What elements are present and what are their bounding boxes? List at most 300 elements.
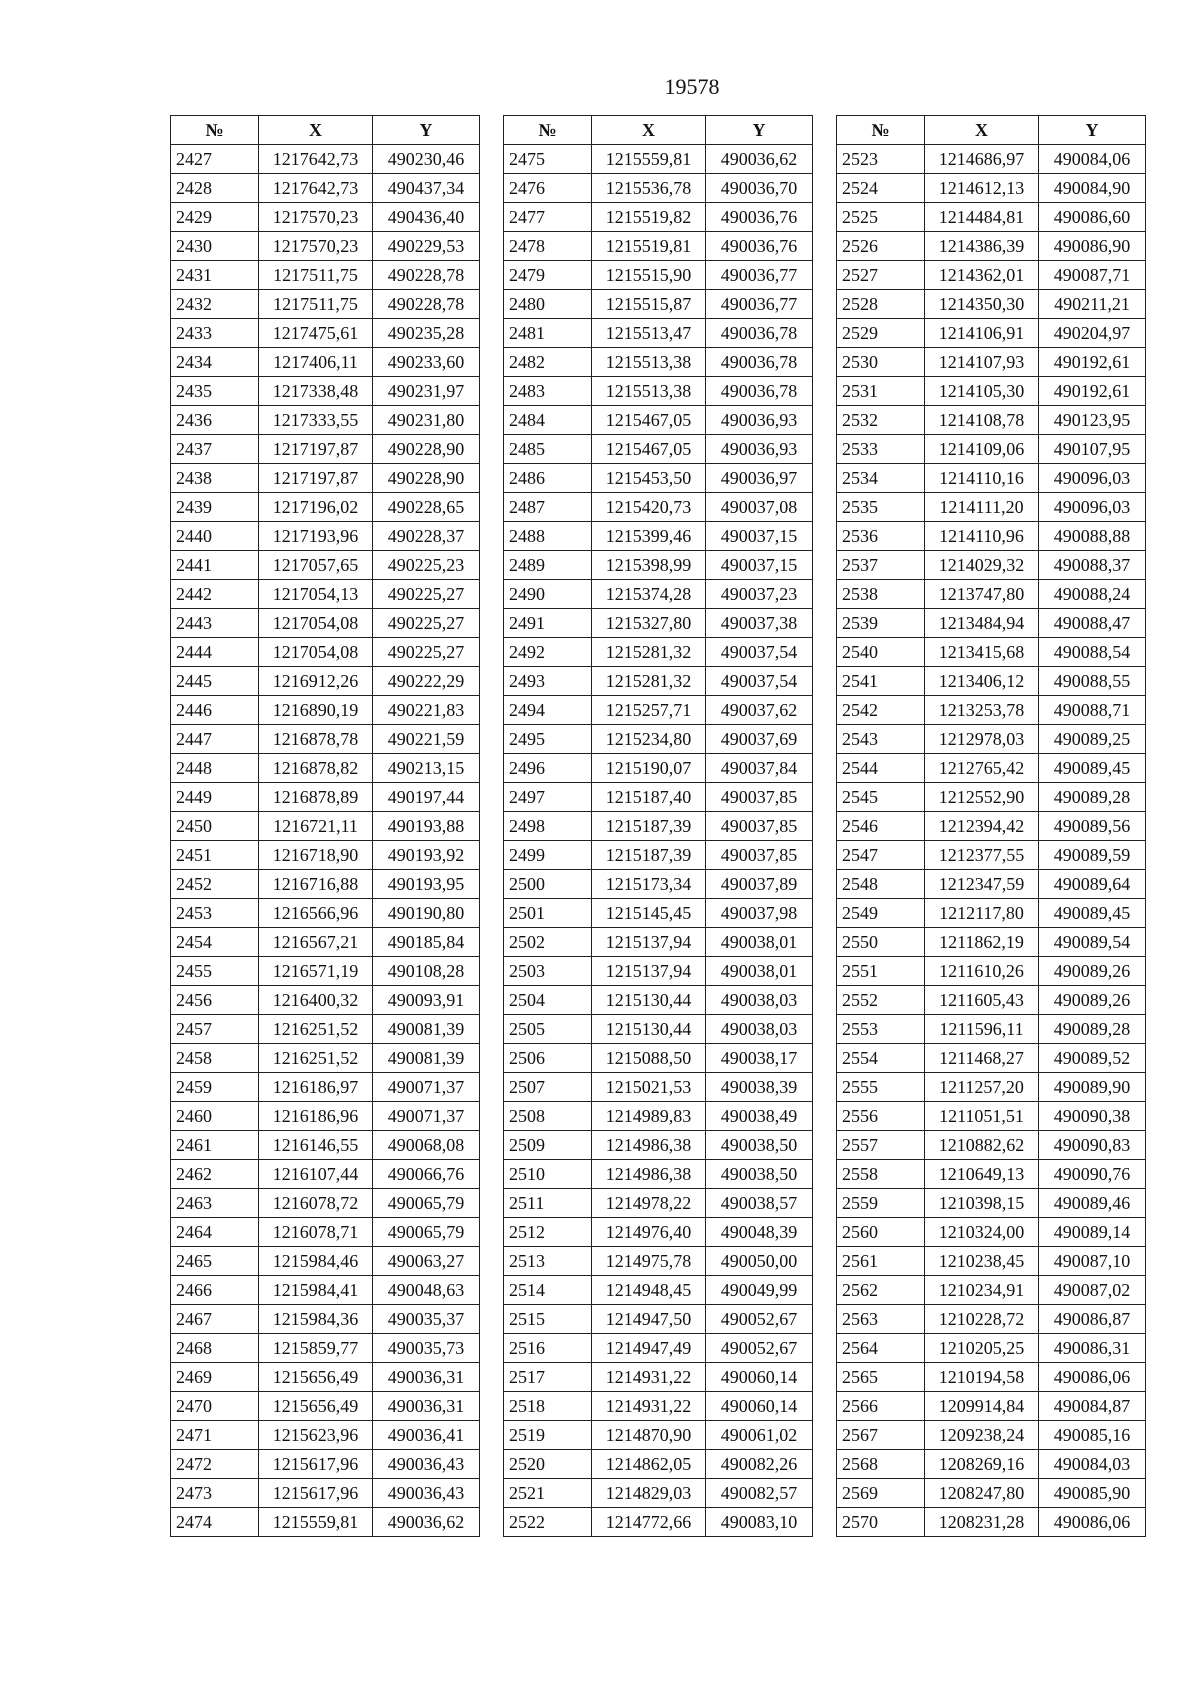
table-row [504,580,813,609]
table-row [504,986,813,1015]
x-coordinate-cell: 1210398,15 [925,1189,1039,1218]
table-row [171,435,480,464]
y-coordinate-cell: 490225,23 [373,551,480,580]
x-coordinate-cell: 1217642,73 [259,174,373,203]
x-coordinate-cell: 1214484,81 [925,203,1039,232]
y-coordinate-cell: 490192,61 [1039,377,1146,406]
header-number: № [171,116,259,145]
x-coordinate-cell: 1215234,80 [592,725,706,754]
x-coordinate-cell: 1216716,88 [259,870,373,899]
point-number-cell: 2521 [504,1479,592,1508]
table-body [504,145,813,1537]
table-row [504,1305,813,1334]
point-number-cell: 2510 [504,1160,592,1189]
point-number-cell: 2452 [171,870,259,899]
x-coordinate-cell: 1210234,91 [925,1276,1039,1305]
x-coordinate-cell: 1217406,11 [259,348,373,377]
point-number-cell: 2570 [837,1508,925,1537]
y-coordinate-cell: 490235,28 [373,319,480,348]
table-row [837,377,1146,406]
x-coordinate-cell: 1210194,58 [925,1363,1039,1392]
table-row [837,203,1146,232]
y-coordinate-cell: 490068,08 [373,1131,480,1160]
point-number-cell: 2474 [171,1508,259,1537]
table-row [504,377,813,406]
table-row [837,754,1146,783]
x-coordinate-cell: 1212394,42 [925,812,1039,841]
table-row [504,1363,813,1392]
table-row [171,1015,480,1044]
point-number-cell: 2524 [837,174,925,203]
y-coordinate-cell: 490048,39 [706,1218,813,1247]
point-number-cell: 2555 [837,1073,925,1102]
point-number-cell: 2553 [837,1015,925,1044]
y-coordinate-cell: 490038,50 [706,1131,813,1160]
y-coordinate-cell: 490225,27 [373,580,480,609]
x-coordinate-cell: 1210228,72 [925,1305,1039,1334]
x-coordinate-cell: 1208247,80 [925,1479,1039,1508]
table-row [504,754,813,783]
x-coordinate-cell: 1215513,47 [592,319,706,348]
point-number-cell: 2522 [504,1508,592,1537]
table-row [837,580,1146,609]
point-number-cell: 2475 [504,145,592,174]
point-number-cell: 2565 [837,1363,925,1392]
x-coordinate-cell: 1213415,68 [925,638,1039,667]
table-row [171,551,480,580]
table-row [171,928,480,957]
x-coordinate-cell: 1215515,87 [592,290,706,319]
x-coordinate-cell: 1211862,19 [925,928,1039,957]
x-coordinate-cell: 1216566,96 [259,899,373,928]
table-row [171,957,480,986]
point-number-cell: 2465 [171,1247,259,1276]
table-row [504,841,813,870]
x-coordinate-cell: 1214975,78 [592,1247,706,1276]
y-coordinate-cell: 490230,46 [373,145,480,174]
y-coordinate-cell: 490108,28 [373,957,480,986]
point-number-cell: 2517 [504,1363,592,1392]
x-coordinate-cell: 1215420,73 [592,493,706,522]
table-row [837,609,1146,638]
point-number-cell: 2485 [504,435,592,464]
point-number-cell: 2523 [837,145,925,174]
point-number-cell: 2463 [171,1189,259,1218]
point-number-cell: 2490 [504,580,592,609]
table-row [837,1044,1146,1073]
table-row [504,319,813,348]
y-coordinate-cell: 490231,97 [373,377,480,406]
x-coordinate-cell: 1214978,22 [592,1189,706,1218]
x-coordinate-cell: 1216721,11 [259,812,373,841]
x-coordinate-cell: 1212117,80 [925,899,1039,928]
x-coordinate-cell: 1215559,81 [259,1508,373,1537]
table-row [171,725,480,754]
x-coordinate-cell: 1214986,38 [592,1160,706,1189]
y-coordinate-cell: 490231,80 [373,406,480,435]
point-number-cell: 2451 [171,841,259,870]
y-coordinate-cell: 490050,00 [706,1247,813,1276]
x-coordinate-cell: 1217054,08 [259,609,373,638]
y-coordinate-cell: 490038,49 [706,1102,813,1131]
table-row [171,899,480,928]
table-row [171,145,480,174]
point-number-cell: 2455 [171,957,259,986]
x-coordinate-cell: 1217197,87 [259,435,373,464]
point-number-cell: 2563 [837,1305,925,1334]
y-coordinate-cell: 490093,91 [373,986,480,1015]
x-coordinate-cell: 1215190,07 [592,754,706,783]
table-header-row [837,116,1146,145]
y-coordinate-cell: 490035,73 [373,1334,480,1363]
y-coordinate-cell: 490038,03 [706,986,813,1015]
x-coordinate-cell: 1214931,22 [592,1363,706,1392]
x-coordinate-cell: 1214612,13 [925,174,1039,203]
x-coordinate-cell: 1215398,99 [592,551,706,580]
y-coordinate-cell: 490086,31 [1039,1334,1146,1363]
x-coordinate-cell: 1215513,38 [592,377,706,406]
table-row [837,174,1146,203]
x-coordinate-cell: 1215467,05 [592,435,706,464]
table-row [837,696,1146,725]
table-row [837,348,1146,377]
x-coordinate-cell: 1215173,34 [592,870,706,899]
table-row [837,1160,1146,1189]
table-row [171,261,480,290]
y-coordinate-cell: 490089,64 [1039,870,1146,899]
table-row [504,435,813,464]
table-row [504,1073,813,1102]
table-row [171,986,480,1015]
x-coordinate-cell: 1217054,13 [259,580,373,609]
x-coordinate-cell: 1214976,40 [592,1218,706,1247]
y-coordinate-cell: 490065,79 [373,1218,480,1247]
point-number-cell: 2543 [837,725,925,754]
y-coordinate-cell: 490037,62 [706,696,813,725]
x-coordinate-cell: 1211596,11 [925,1015,1039,1044]
point-number-cell: 2534 [837,464,925,493]
table-row [504,232,813,261]
y-coordinate-cell: 490038,03 [706,1015,813,1044]
table-row [171,1131,480,1160]
table-row [837,1247,1146,1276]
table-row [504,1450,813,1479]
table-row [504,899,813,928]
table-row [171,812,480,841]
x-coordinate-cell: 1214350,30 [925,290,1039,319]
point-number-cell: 2508 [504,1102,592,1131]
y-coordinate-cell: 490089,56 [1039,812,1146,841]
y-coordinate-cell: 490037,15 [706,551,813,580]
point-number-cell: 2446 [171,696,259,725]
x-coordinate-cell: 1211610,26 [925,957,1039,986]
x-coordinate-cell: 1216186,96 [259,1102,373,1131]
y-coordinate-cell: 490036,62 [373,1508,480,1537]
table-row [504,638,813,667]
point-number-cell: 2542 [837,696,925,725]
y-coordinate-cell: 490038,39 [706,1073,813,1102]
table-row [171,1247,480,1276]
x-coordinate-cell: 1214386,39 [925,232,1039,261]
y-coordinate-cell: 490228,37 [373,522,480,551]
y-coordinate-cell: 490083,10 [706,1508,813,1537]
y-coordinate-cell: 490084,06 [1039,145,1146,174]
point-number-cell: 2541 [837,667,925,696]
point-number-cell: 2457 [171,1015,259,1044]
table-row [171,1450,480,1479]
x-coordinate-cell: 1212978,03 [925,725,1039,754]
table-row [171,174,480,203]
x-coordinate-cell: 1216146,55 [259,1131,373,1160]
y-coordinate-cell: 490228,78 [373,261,480,290]
point-number-cell: 2550 [837,928,925,957]
table-row [171,522,480,551]
x-coordinate-cell: 1214110,96 [925,522,1039,551]
y-coordinate-cell: 490036,62 [706,145,813,174]
y-coordinate-cell: 490089,90 [1039,1073,1146,1102]
table-row [837,725,1146,754]
y-coordinate-cell: 490089,46 [1039,1189,1146,1218]
table-row [504,1276,813,1305]
y-coordinate-cell: 490061,02 [706,1421,813,1450]
x-coordinate-cell: 1215399,46 [592,522,706,551]
table-row [504,1218,813,1247]
table-row [504,667,813,696]
page-number-text: 19578 [664,74,720,99]
point-number-cell: 2431 [171,261,259,290]
point-number-cell: 2562 [837,1276,925,1305]
point-number-cell: 2509 [504,1131,592,1160]
table-body [171,145,480,1537]
y-coordinate-cell: 490036,76 [706,203,813,232]
point-number-cell: 2516 [504,1334,592,1363]
x-coordinate-cell: 1215984,46 [259,1247,373,1276]
x-coordinate-cell: 1217511,75 [259,261,373,290]
table-row [171,1102,480,1131]
x-coordinate-cell: 1216878,78 [259,725,373,754]
table-row [504,493,813,522]
point-number-cell: 2480 [504,290,592,319]
y-coordinate-cell: 490037,54 [706,638,813,667]
y-coordinate-cell: 490087,71 [1039,261,1146,290]
y-coordinate-cell: 490088,71 [1039,696,1146,725]
y-coordinate-cell: 490086,06 [1039,1508,1146,1537]
table-row [171,203,480,232]
x-coordinate-cell: 1214947,50 [592,1305,706,1334]
y-coordinate-cell: 490088,37 [1039,551,1146,580]
table-row [171,1073,480,1102]
table-row [171,1305,480,1334]
table-row [837,812,1146,841]
x-coordinate-cell: 1217475,61 [259,319,373,348]
point-number-cell: 2427 [171,145,259,174]
point-number-cell: 2477 [504,203,592,232]
point-number-cell: 2513 [504,1247,592,1276]
x-coordinate-cell: 1214947,49 [592,1334,706,1363]
x-coordinate-cell: 1215130,44 [592,1015,706,1044]
point-number-cell: 2461 [171,1131,259,1160]
x-coordinate-cell: 1214111,20 [925,493,1039,522]
point-number-cell: 2440 [171,522,259,551]
point-number-cell: 2558 [837,1160,925,1189]
point-number-cell: 2486 [504,464,592,493]
x-coordinate-cell: 1214110,16 [925,464,1039,493]
table-row [504,1015,813,1044]
point-number-cell: 2503 [504,957,592,986]
point-number-cell: 2458 [171,1044,259,1073]
point-number-cell: 2437 [171,435,259,464]
point-number-cell: 2498 [504,812,592,841]
y-coordinate-cell: 490089,28 [1039,783,1146,812]
point-number-cell: 2454 [171,928,259,957]
x-coordinate-cell: 1217197,87 [259,464,373,493]
y-coordinate-cell: 490036,97 [706,464,813,493]
point-number-cell: 2535 [837,493,925,522]
x-coordinate-cell: 1214862,05 [592,1450,706,1479]
table-header-row [504,116,813,145]
point-number-cell: 2491 [504,609,592,638]
point-number-cell: 2497 [504,783,592,812]
point-number-cell: 2487 [504,493,592,522]
x-coordinate-cell: 1214948,45 [592,1276,706,1305]
point-number-cell: 2460 [171,1102,259,1131]
point-number-cell: 2471 [171,1421,259,1450]
x-coordinate-cell: 1215656,49 [259,1363,373,1392]
table-row [504,203,813,232]
y-coordinate-cell: 490037,08 [706,493,813,522]
table-row [837,1421,1146,1450]
x-coordinate-cell: 1211468,27 [925,1044,1039,1073]
y-coordinate-cell: 490089,26 [1039,986,1146,1015]
x-coordinate-cell: 1215984,41 [259,1276,373,1305]
point-number-cell: 2432 [171,290,259,319]
x-coordinate-cell: 1216107,44 [259,1160,373,1189]
point-number-cell: 2496 [504,754,592,783]
y-coordinate-cell: 490228,78 [373,290,480,319]
point-number-cell: 2445 [171,667,259,696]
y-coordinate-cell: 490228,90 [373,435,480,464]
y-coordinate-cell: 490060,14 [706,1392,813,1421]
table-row [504,551,813,580]
point-number-cell: 2481 [504,319,592,348]
table-row [504,725,813,754]
y-coordinate-cell: 490096,03 [1039,493,1146,522]
x-coordinate-cell: 1210324,00 [925,1218,1039,1247]
x-coordinate-cell: 1215623,96 [259,1421,373,1450]
x-coordinate-cell: 1212377,55 [925,841,1039,870]
table-row [171,1479,480,1508]
y-coordinate-cell: 490107,95 [1039,435,1146,464]
table-row [504,522,813,551]
table-row [171,841,480,870]
y-coordinate-cell: 490037,38 [706,609,813,638]
table-row [504,928,813,957]
y-coordinate-cell: 490066,76 [373,1160,480,1189]
table-row [837,522,1146,551]
x-coordinate-cell: 1217054,08 [259,638,373,667]
y-coordinate-cell: 490088,55 [1039,667,1146,696]
table-row [504,406,813,435]
point-number-cell: 2557 [837,1131,925,1160]
y-coordinate-cell: 490222,29 [373,667,480,696]
y-coordinate-cell: 490037,15 [706,522,813,551]
point-number-cell: 2540 [837,638,925,667]
table-row [504,1334,813,1363]
point-number-cell: 2556 [837,1102,925,1131]
x-coordinate-cell: 1216878,82 [259,754,373,783]
x-coordinate-cell: 1217511,75 [259,290,373,319]
table-header-row [171,116,480,145]
table-row [837,928,1146,957]
y-coordinate-cell: 490192,61 [1039,348,1146,377]
point-number-cell: 2533 [837,435,925,464]
table-row [837,841,1146,870]
y-coordinate-cell: 490193,88 [373,812,480,841]
x-coordinate-cell: 1208269,16 [925,1450,1039,1479]
y-coordinate-cell: 490052,67 [706,1334,813,1363]
table-row [171,493,480,522]
point-number-cell: 2551 [837,957,925,986]
table-row [504,1247,813,1276]
table-row [837,1479,1146,1508]
y-coordinate-cell: 490225,27 [373,638,480,667]
page-number [0,74,1200,100]
point-number-cell: 2568 [837,1450,925,1479]
y-coordinate-cell: 490233,60 [373,348,480,377]
x-coordinate-cell: 1215021,53 [592,1073,706,1102]
point-number-cell: 2435 [171,377,259,406]
point-number-cell: 2473 [171,1479,259,1508]
point-number-cell: 2444 [171,638,259,667]
x-coordinate-cell: 1216400,32 [259,986,373,1015]
point-number-cell: 2506 [504,1044,592,1073]
header-x: X [592,116,706,145]
table-row [837,551,1146,580]
point-number-cell: 2476 [504,174,592,203]
table-row [837,319,1146,348]
y-coordinate-cell: 490052,67 [706,1305,813,1334]
point-number-cell: 2478 [504,232,592,261]
table-row [837,899,1146,928]
point-number-cell: 2448 [171,754,259,783]
y-coordinate-cell: 490037,84 [706,754,813,783]
x-coordinate-cell: 1213747,80 [925,580,1039,609]
x-coordinate-cell: 1215187,39 [592,812,706,841]
table-row [837,1334,1146,1363]
point-number-cell: 2453 [171,899,259,928]
table-row [504,464,813,493]
point-number-cell: 2514 [504,1276,592,1305]
x-coordinate-cell: 1215327,80 [592,609,706,638]
y-coordinate-cell: 490193,92 [373,841,480,870]
y-coordinate-cell: 490123,95 [1039,406,1146,435]
y-coordinate-cell: 490228,65 [373,493,480,522]
table-row [171,1189,480,1218]
y-coordinate-cell: 490085,90 [1039,1479,1146,1508]
coordinate-table-3 [836,115,1146,1537]
x-coordinate-cell: 1214989,83 [592,1102,706,1131]
point-number-cell: 2492 [504,638,592,667]
x-coordinate-cell: 1217333,55 [259,406,373,435]
point-number-cell: 2567 [837,1421,925,1450]
y-coordinate-cell: 490036,78 [706,319,813,348]
table-body [837,145,1146,1537]
table-row [171,754,480,783]
x-coordinate-cell: 1212347,59 [925,870,1039,899]
y-coordinate-cell: 490221,59 [373,725,480,754]
y-coordinate-cell: 490085,16 [1039,1421,1146,1450]
x-coordinate-cell: 1215559,81 [592,145,706,174]
